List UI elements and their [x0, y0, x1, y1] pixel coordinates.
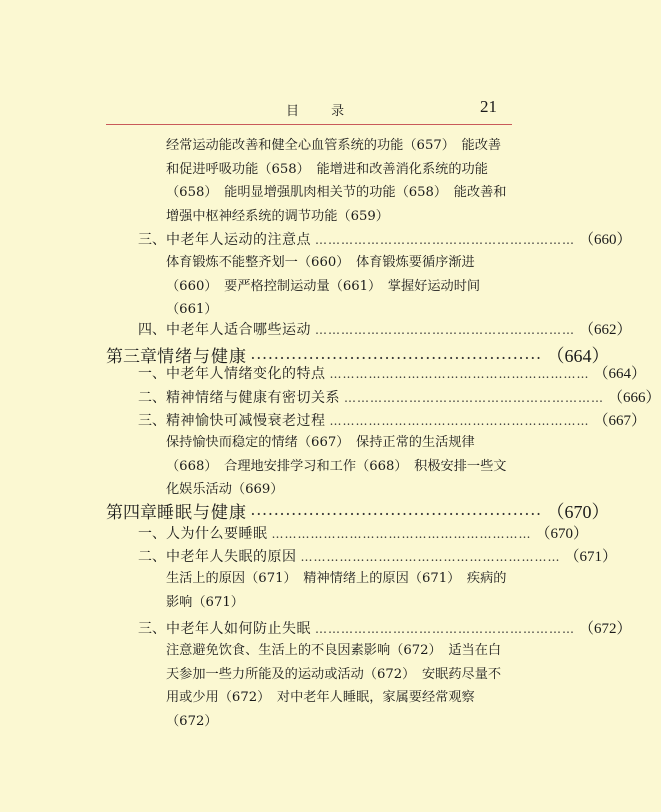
toc-description-line: （668） 合理地安排学习和工作（668） 积极安排一些文	[166, 458, 507, 474]
toc-description-line: 天参加一些力所能及的运动或活动（672） 安眠药尽量不	[166, 666, 502, 682]
section-number: 四、	[138, 322, 166, 338]
chapter-number: 第三章	[106, 347, 157, 367]
section-number: 一、	[138, 526, 166, 542]
section-title: 精神情绪与健康有密切关系	[166, 390, 340, 406]
leader-dots: ……………………………………………………	[300, 550, 561, 564]
toc-description-line: 注意避免饮食、生活上的不良因素影响（672） 适当在白	[166, 643, 502, 658]
chapter-title: 睡眠与健康	[157, 503, 247, 523]
section-title: 中老年人适合哪些运动	[166, 322, 311, 338]
section-number: 二、	[138, 390, 166, 406]
toc-section-entry[interactable]	[138, 545, 618, 569]
toc-description	[166, 567, 514, 614]
leader-dots: ……………………………………………………	[329, 414, 590, 428]
leader-dots: ……………………………………………………	[329, 367, 590, 381]
toc-description	[166, 251, 514, 322]
section-title: 中老年人如何防止失眠	[166, 621, 311, 637]
section-title: 中老年人运动的注意点	[166, 232, 311, 248]
leader-dots: ……………………………………………………	[315, 323, 575, 337]
toc-section-entry[interactable]	[138, 386, 661, 410]
section-number: 一、	[138, 366, 166, 382]
toc-description-line: （660） 要严格控制运动量（661） 掌握好运动时间	[166, 278, 481, 294]
toc-description-line: 体育锻炼不能整齐划一（660） 体育锻炼要循序渐进	[166, 255, 475, 270]
toc-description	[166, 639, 514, 733]
section-title: 精神愉快可减慢衰老过程	[166, 413, 326, 429]
section-page: （671）	[564, 549, 618, 565]
toc-section-entry[interactable]	[138, 228, 632, 252]
section-title: 人为什么要睡眠	[166, 526, 268, 542]
toc-description-line: （672）	[166, 713, 218, 729]
toc-section-entry[interactable]	[138, 318, 632, 342]
toc-section-entry[interactable]	[138, 409, 647, 433]
toc-description-line: （658） 能明显增强肌肉相关节的功能（658） 能改善和	[166, 185, 507, 201]
toc-description-line: 保持愉快而稳定的情绪（667） 保持正常的生活规律	[166, 435, 475, 450]
chapter-page: （670）	[546, 502, 610, 522]
section-title: 中老年人情绪变化的特点	[166, 366, 326, 382]
leader-dots: ··················································	[251, 352, 543, 365]
toc-section-entry[interactable]	[138, 522, 589, 546]
section-page: （672）	[579, 621, 632, 637]
leader-dots: ··················································	[251, 508, 543, 521]
toc-description-line: 和促进呼吸功能（658） 能增进和改善消化系统的功能	[166, 161, 488, 177]
toc-description-line: 化娱乐活动（669）	[166, 482, 284, 498]
leader-dots: ……………………………………………………	[271, 527, 532, 541]
chapter-title: 情绪与健康	[157, 347, 247, 367]
section-page: （666）	[608, 390, 661, 406]
toc-description	[166, 431, 514, 502]
running-header-title: 目 录	[286, 104, 359, 119]
leader-dots: ……………………………………………………	[315, 233, 575, 247]
toc-description-line: 用或少用（672） 对中老年人睡眠，家属要经常观察	[166, 690, 475, 706]
section-number: 二、	[138, 549, 166, 565]
section-page: （664）	[593, 366, 647, 382]
section-page: （670）	[535, 526, 589, 542]
leader-dots: ……………………………………………………	[315, 622, 575, 636]
section-number: 三、	[138, 232, 166, 248]
toc-section-entry[interactable]	[138, 617, 632, 641]
section-page: （667）	[593, 413, 647, 429]
page-number: 21	[480, 97, 497, 116]
toc-description-line: 影响（671）	[166, 594, 244, 610]
toc-description-line: 生活上的原因（671） 精神情绪上的原因（671） 疾病的	[166, 571, 507, 586]
toc-description	[166, 134, 514, 228]
toc-description-line: 经常运动能改善和健全心血管系统的功能（657） 能改善	[166, 138, 502, 153]
toc-section-entry[interactable]	[138, 362, 647, 386]
toc-description-line: （661）	[166, 302, 218, 318]
toc-description-line: 增强中枢神经系统的调节功能（659）	[166, 208, 389, 224]
chapter-number: 第四章	[106, 503, 157, 523]
section-title: 中老年人失眠的原因	[166, 549, 297, 565]
section-number: 三、	[138, 413, 166, 429]
section-page: （660）	[579, 232, 632, 248]
section-page: （662）	[579, 322, 632, 338]
leader-dots: ……………………………………………………	[344, 391, 604, 405]
section-number: 三、	[138, 621, 166, 637]
chapter-page: （664）	[546, 346, 610, 366]
